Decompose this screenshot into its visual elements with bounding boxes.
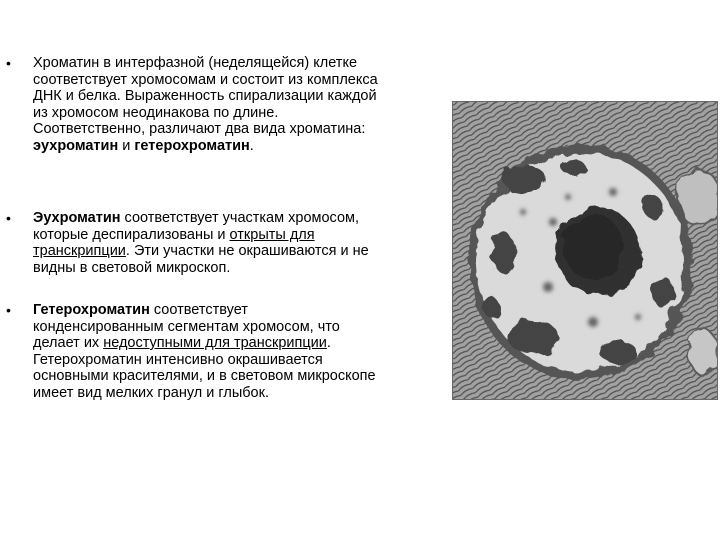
- term-euchromatin-inline: эухроматин: [33, 137, 119, 154]
- bullet-paragraph-heterochromatin: [33, 302, 378, 401]
- inaccessible-for-transcription: недоступными для транскрипции: [103, 335, 327, 351]
- bullet-paragraph-euchromatin: [33, 210, 378, 276]
- chromatin-text-1: в интерфазной (неделящейся) клетке соответствует хромосомам и состоит из комплекса ДНК и белка. Выраженность спирализации каждой из хромосом неодинакова по длине. Соответственно, различают два вида хроматина:: [33, 55, 378, 137]
- term-heterochromatin: Гетерохроматин: [33, 302, 150, 318]
- term-chromatin: Хроматин: [33, 55, 100, 71]
- term-euchromatin: Эухроматин: [33, 210, 121, 226]
- bullet-dot-1: •: [6, 55, 11, 71]
- bullet-dot-3: •: [6, 302, 11, 318]
- bullet-paragraph-chromatin: [33, 55, 378, 154]
- cell-nucleus-micrograph-icon: [453, 102, 718, 400]
- chromatin-text-3: .: [249, 137, 254, 154]
- euchromatin-text-2: . Эти участки не окрашиваются и не видны в световой микроскоп.: [33, 243, 369, 276]
- bullet-dot-2: •: [6, 210, 11, 226]
- term-heterochromatin-inline: гетерохроматин: [134, 137, 250, 154]
- open-for-transcription: открыты для транскрипции: [33, 226, 315, 259]
- nucleus-micrograph-image: [452, 101, 718, 400]
- euchromatin-text-1: соответствует участкам хромосом, которые деспирализованы и: [33, 210, 360, 243]
- heterochromatin-text-2: . Гетерохроматин интенсивно окрашивается основными красителями, и в световом микроскопе имеет вид мелких гранул и глыбок.: [33, 335, 376, 401]
- chromatin-text-2: и: [118, 137, 135, 154]
- heterochromatin-text-1: соответствует конденсированным сегментам хромосом, что делает их: [33, 302, 340, 351]
